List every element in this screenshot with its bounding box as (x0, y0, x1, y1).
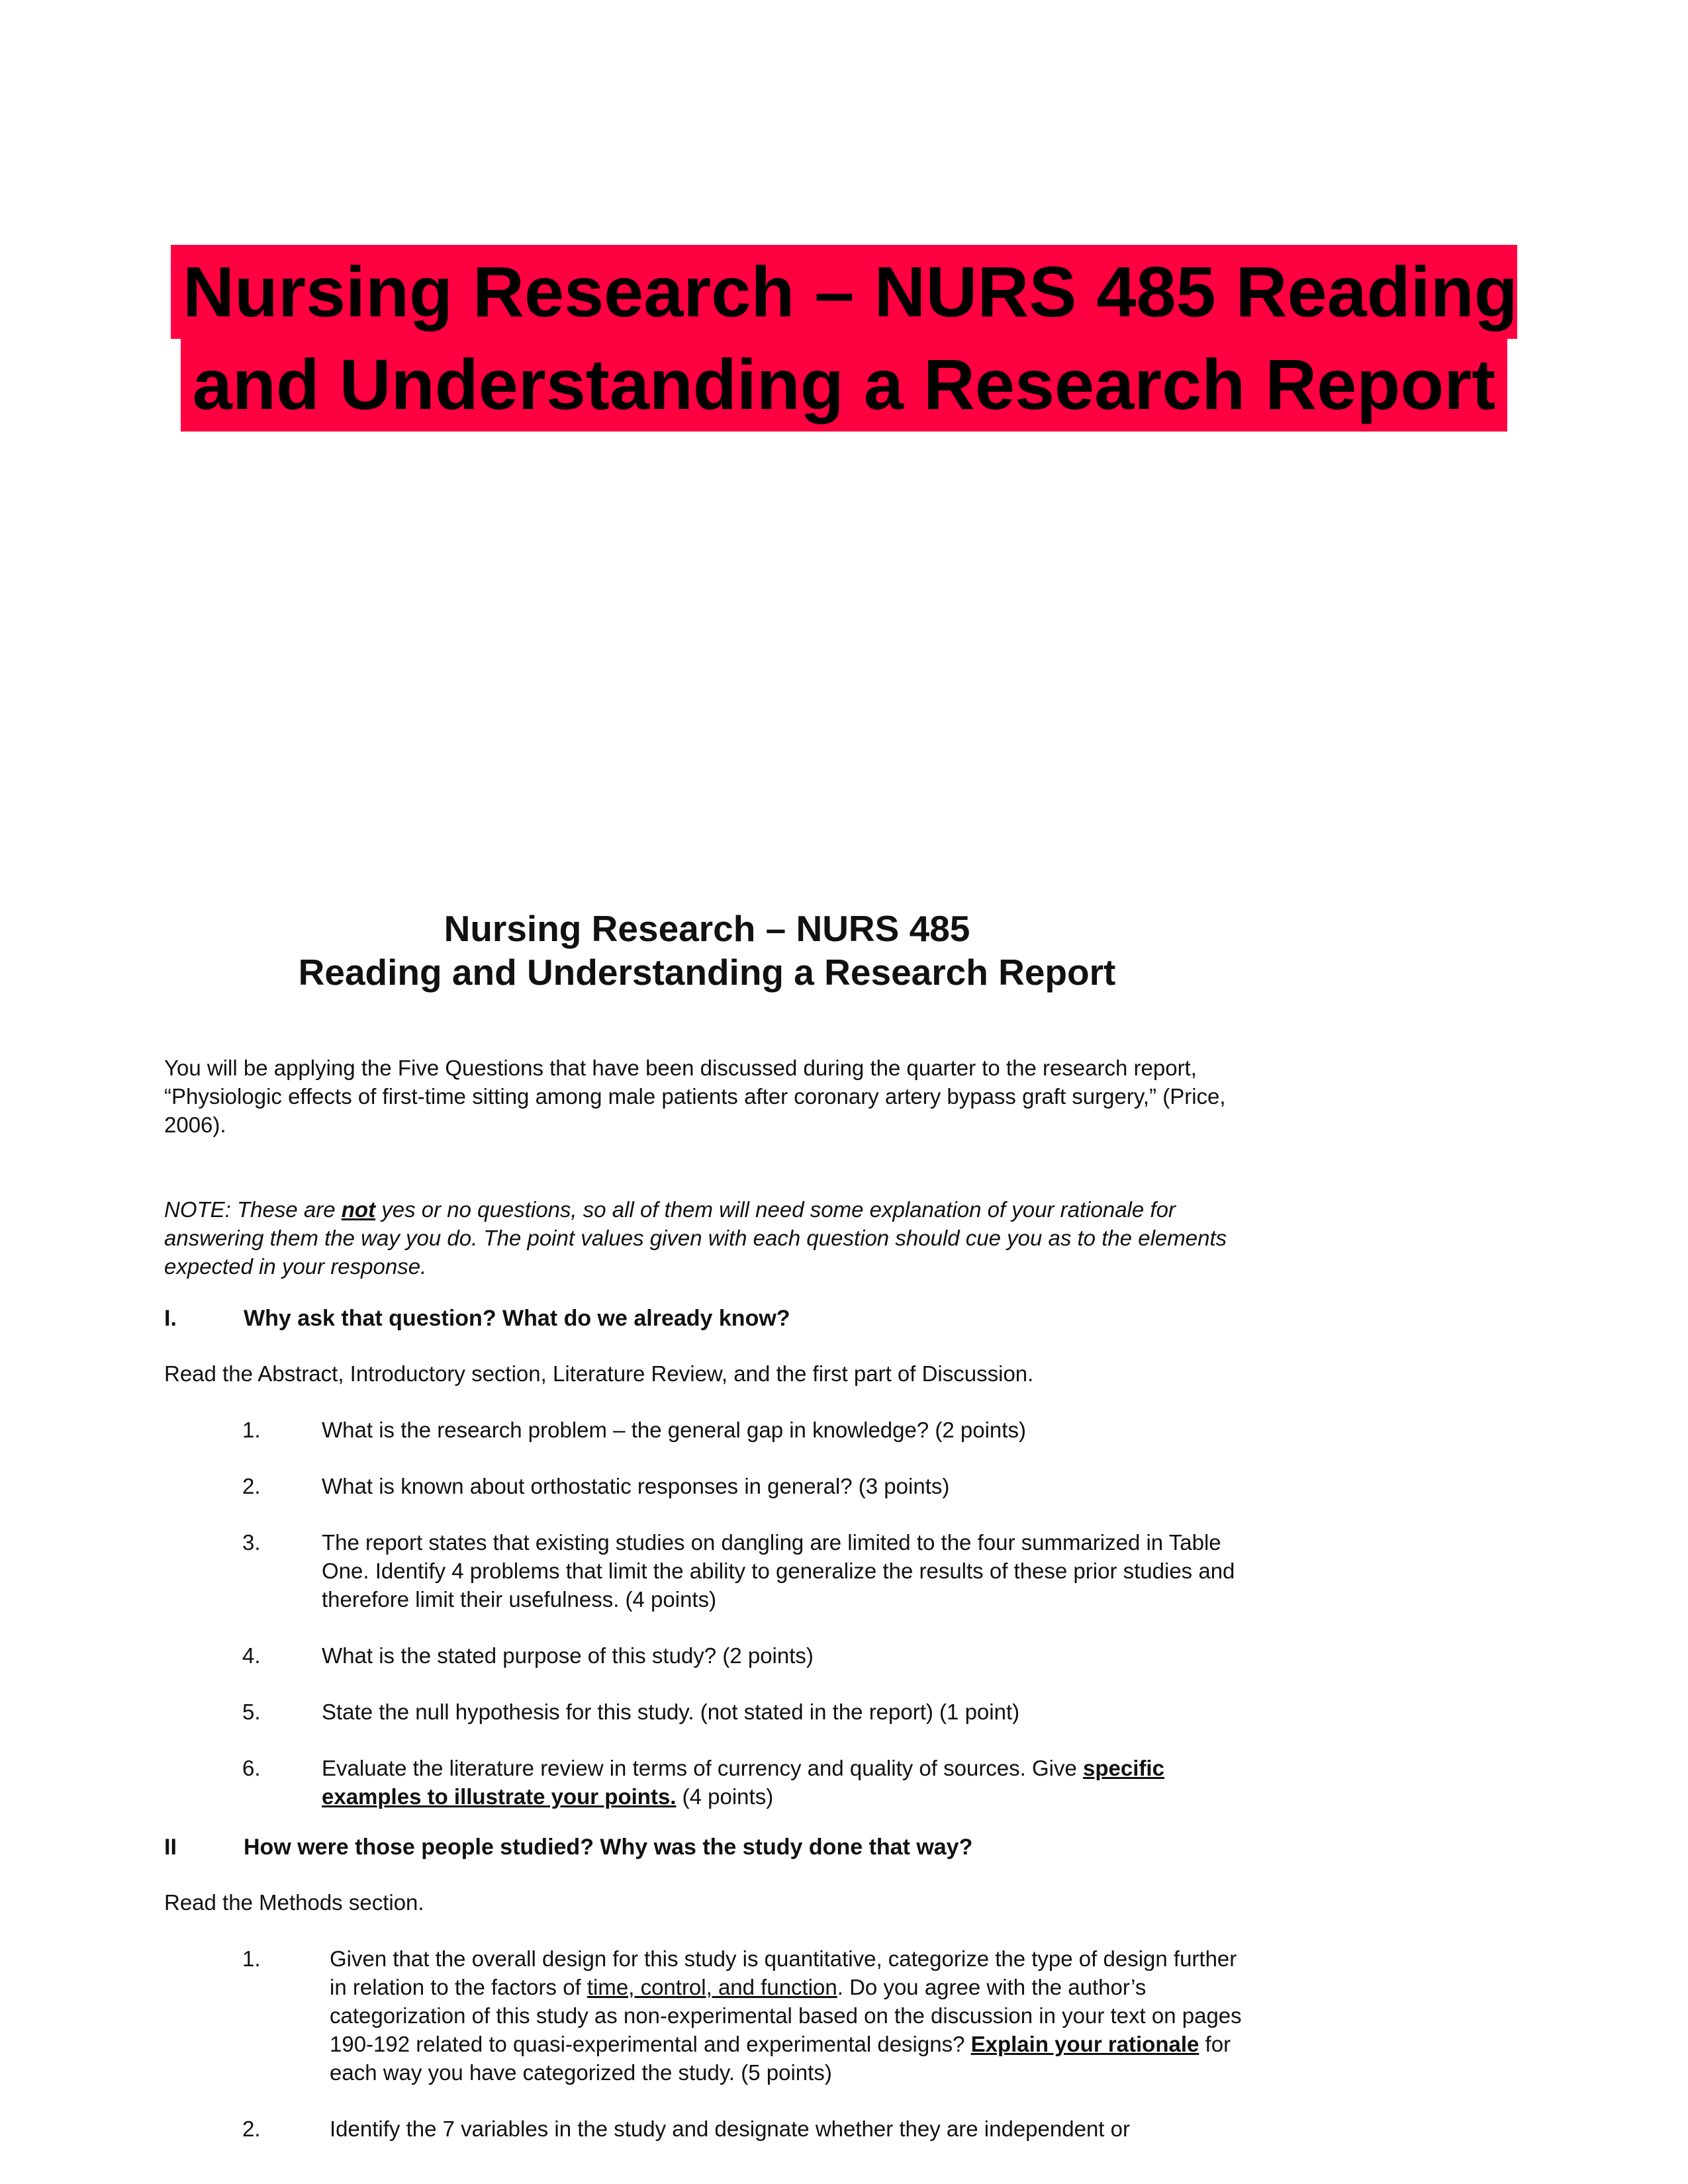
question-text: What is the research problem – the general gap in knowledge? (2 points) (322, 1418, 1026, 1442)
question-text (322, 1754, 1235, 1811)
list-item (164, 2115, 1256, 2143)
banner-title (159, 245, 1529, 432)
list-item (164, 1472, 1256, 1500)
section-1-heading (164, 1304, 1256, 1333)
note-text-start: NOTE: These are (164, 1197, 342, 1222)
note-text-end: yes or no questions, so all of them will need some explanation of your rationale for answering them the way you do. The point values given with each question should cue you as to the elements expected in your response. (164, 1197, 1227, 1279)
question-number: 4. (242, 1643, 261, 1668)
list-item (164, 1416, 1256, 1444)
question-number: 1. (242, 1946, 261, 1971)
note-paragraph (164, 1195, 1256, 1281)
question-number: 2. (242, 2116, 261, 2141)
list-item (164, 1754, 1256, 1811)
section-2-number: II (164, 1835, 177, 1860)
section-2-heading (164, 1833, 1256, 1862)
section-1-number: I. (164, 1306, 177, 1331)
question-text-end: (4 points) (676, 1784, 774, 1809)
question-text (322, 1944, 1243, 2087)
question-text: The report states that existing studies on dangling are limited to the four summarized in Table One. Identify 4 problems that limit the ability to generalize the results of these prior studies and therefore limit their usefulness. (4 points) (322, 1530, 1235, 1612)
question-emphasis: specific examples to illustrate your points. (322, 1756, 1164, 1809)
section-2-reading: Read the Methods section. (164, 1890, 424, 1915)
note-emphasis: not (341, 1197, 376, 1222)
question-number: 1. (242, 1418, 261, 1442)
section-1-questions (164, 1416, 1256, 1811)
document-title (164, 907, 1250, 994)
list-item (164, 1528, 1256, 1614)
question-number: 6. (242, 1756, 261, 1780)
document-title-line-1: Nursing Research – NURS 485 (444, 908, 970, 949)
list-item (164, 1944, 1256, 2087)
question-text: Identify the 7 variables in the study and designate whether they are independent or (330, 2116, 1130, 2141)
question-text: What is the stated purpose of this study? (2 points) (322, 1643, 814, 1668)
question-number: 3. (242, 1530, 261, 1555)
question-underlined: time, control, and function (586, 1975, 837, 1999)
section-1-title: Why ask that question? What do we already know? (244, 1306, 790, 1331)
list-item (164, 1698, 1256, 1726)
intro-paragraph: You will be applying the Five Questions that have been discussed during the quarter to the research report, “Physiologic effects of first-time sitting among male patients after coronary artery bypass graft surgery,” (Price, 2006). (164, 1056, 1226, 1137)
question-text: State the null hypothesis for this study. (not stated in the report) (1 point) (322, 1700, 1020, 1724)
question-emphasis: Explain your rationale (970, 2032, 1199, 2056)
document-page (164, 907, 1256, 2171)
question-text-middle: . Do you agree with the author’s categorization of this study as non-experimental based on the discussion in your text on pages 190-192 related to quasi-experimental and experimental designs? (330, 1975, 1242, 2056)
banner-title-line-1: Nursing Research – NURS 485 Reading (171, 245, 1517, 339)
question-text-end: for each way you have categorized the study. (5 points) (330, 2032, 1231, 2085)
question-number: 2. (242, 1474, 261, 1498)
section-2-title: How were those people studied? Why was the study done that way? (244, 1835, 973, 1860)
document-title-line-2: Reading and Understanding a Research Report (298, 952, 1116, 993)
section-2-questions (164, 1944, 1256, 2143)
banner-title-line-2: and Understanding a Research Report (181, 338, 1507, 432)
section-1-reading: Read the Abstract, Introductory section, Literature Review, and the first part of Discussion. (164, 1361, 1034, 1386)
question-text: What is known about orthostatic responses in general? (3 points) (322, 1474, 950, 1498)
question-text-start: Evaluate the literature review in terms of currency and quality of sources. Give (322, 1756, 1084, 1780)
question-text-start: Given that the overall design for this study is quantitative, categorize the type of design further in relation to the factors of (330, 1946, 1237, 1999)
list-item (164, 1641, 1256, 1670)
question-number: 5. (242, 1700, 261, 1724)
